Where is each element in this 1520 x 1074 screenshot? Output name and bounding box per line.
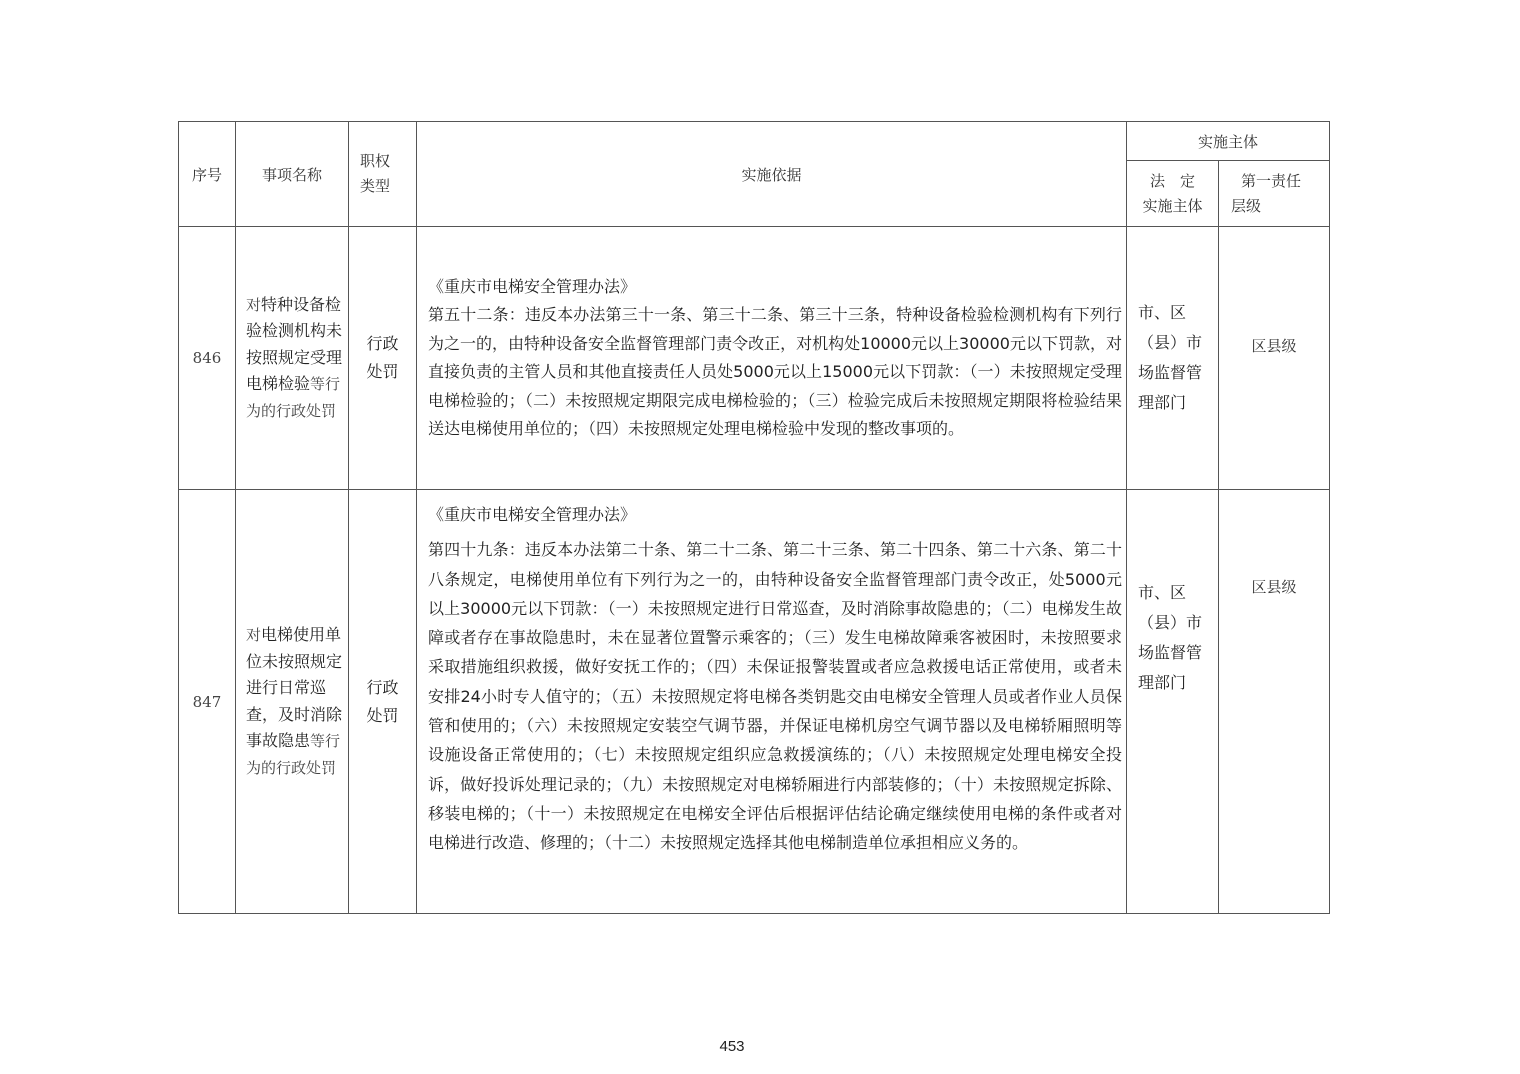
header-entity-group: 实施主体 [1127, 122, 1330, 161]
page-number: 453 [719, 1038, 745, 1055]
row-name-main: 电梯使用单位未按照规定进行日常巡查，及时消除事故隐患 [246, 625, 343, 750]
row-basis [417, 490, 1127, 914]
row-level: 区县级 [1219, 227, 1330, 490]
header-first-level-line2: 层级 [1231, 196, 1262, 215]
row-law-title: 《重庆市电梯安全管理办法》 [428, 505, 637, 524]
row-basis-text: 第四十九条：违反本办法第二十条、第二十二条、第二十三条、第二十四条、第二十六条、第二十八条规定，电梯使用单位有下列行为之一的，由特种设备安全监督管理部门责令改正，处5000元以上30000元以下罚款：（一）未按照规定进行日常巡查，及时消除事故隐患的；（二）电梯发生故障或者存在事故隐患时，未在显著位置警示乘客的；（三）发生电梯故障乘客被困时，未按照要求采取措施组织救援，做好安抚工作的；（四）未保证报警装置或者应急救援电话正常使用，或者未安排24小时专人值守的；（五）未按照规定将电梯各类钥匙交由电梯安全管理人员或者作业人员保管和使用的；（六）未按照规定安装空气调节器，并保证电梯机房空气调节器以及电梯轿厢照明等设施设备正常使用的；（七）未按照规定组织应急救援演练的；（八）未按照规定处理电梯安全投诉，做好投诉处理记录的；（九）未按照规定对电梯轿厢进行内部装修的；（十）未按照规定拆除、移装电梯的；（十一）未按照规定在电梯安全评估后根据评估结论确定继续使用电梯的条件或者对电梯进行改造、修理的；（十二）未按照规定选择其他电梯制造单位承担相应义务的。 [428, 540, 1122, 853]
row-basis [417, 227, 1127, 490]
row-law-title: 《重庆市电梯安全管理办法》 [428, 276, 637, 296]
header-name: 事项名称 [236, 122, 349, 227]
row-type [349, 227, 417, 490]
row-type-line1: 行政 [366, 334, 399, 353]
header-legal-entity-line1: 法 定 [1149, 171, 1195, 190]
row-type [349, 490, 417, 914]
table-row [179, 490, 1330, 914]
header-legal-entity [1127, 161, 1219, 227]
row-entity: 市、区（县）市场监督管理部门 [1127, 490, 1219, 914]
header-type [349, 122, 417, 227]
header-seq: 序号 [179, 122, 236, 227]
row-name [236, 227, 349, 490]
row-seq: 847 [179, 490, 236, 914]
header-first-level-line1: 第一责任 [1241, 171, 1302, 190]
header-row [179, 122, 1330, 161]
header-type-line1: 职权 [360, 152, 391, 170]
row-entity: 市、区（县）市场监督管理部门 [1127, 227, 1219, 490]
header-first-level [1219, 161, 1330, 227]
header-type-line2: 类型 [360, 177, 391, 195]
row-name [236, 490, 349, 914]
header-basis: 实施依据 [417, 122, 1127, 227]
row-type-line1: 行政 [366, 677, 399, 697]
header-legal-entity-line2: 实施主体 [1142, 196, 1203, 215]
row-type-line2: 处罚 [366, 362, 399, 381]
authority-table [178, 121, 1330, 914]
table-row [179, 227, 1330, 490]
row-type-line2: 处罚 [366, 705, 399, 725]
row-basis-text: 第五十二条：违反本办法第三十一条、第三十二条、第三十三条，特种设备检验检测机构有下列行为之一的，由特种设备安全监督管理部门责令改正，对机构处10000元以上30000元以下罚款，对直接负责的主管人员和其他直接责任人员处5000元以上15000元以下罚款：（一）未按照规定受理电梯检验的；（二）未按照规定期限完成电梯检验的；（三）检验完成后未按照规定期限将检验结果送达电梯使用单位的；（四）未按照规定处理电梯检验中发现的整改事项的。 [428, 305, 1122, 438]
row-name-suffix: 等行为的行政处罚 [246, 732, 341, 777]
row-name-prefix: 对 [246, 295, 262, 314]
row-name-main: 特种设备检验检测机构未按照规定受理电梯检验 [246, 294, 343, 394]
row-seq: 846 [179, 227, 236, 490]
row-name-prefix: 对 [246, 626, 262, 644]
row-name-suffix: 等行为的行政处罚 [246, 375, 341, 420]
row-level: 区县级 [1219, 490, 1330, 914]
